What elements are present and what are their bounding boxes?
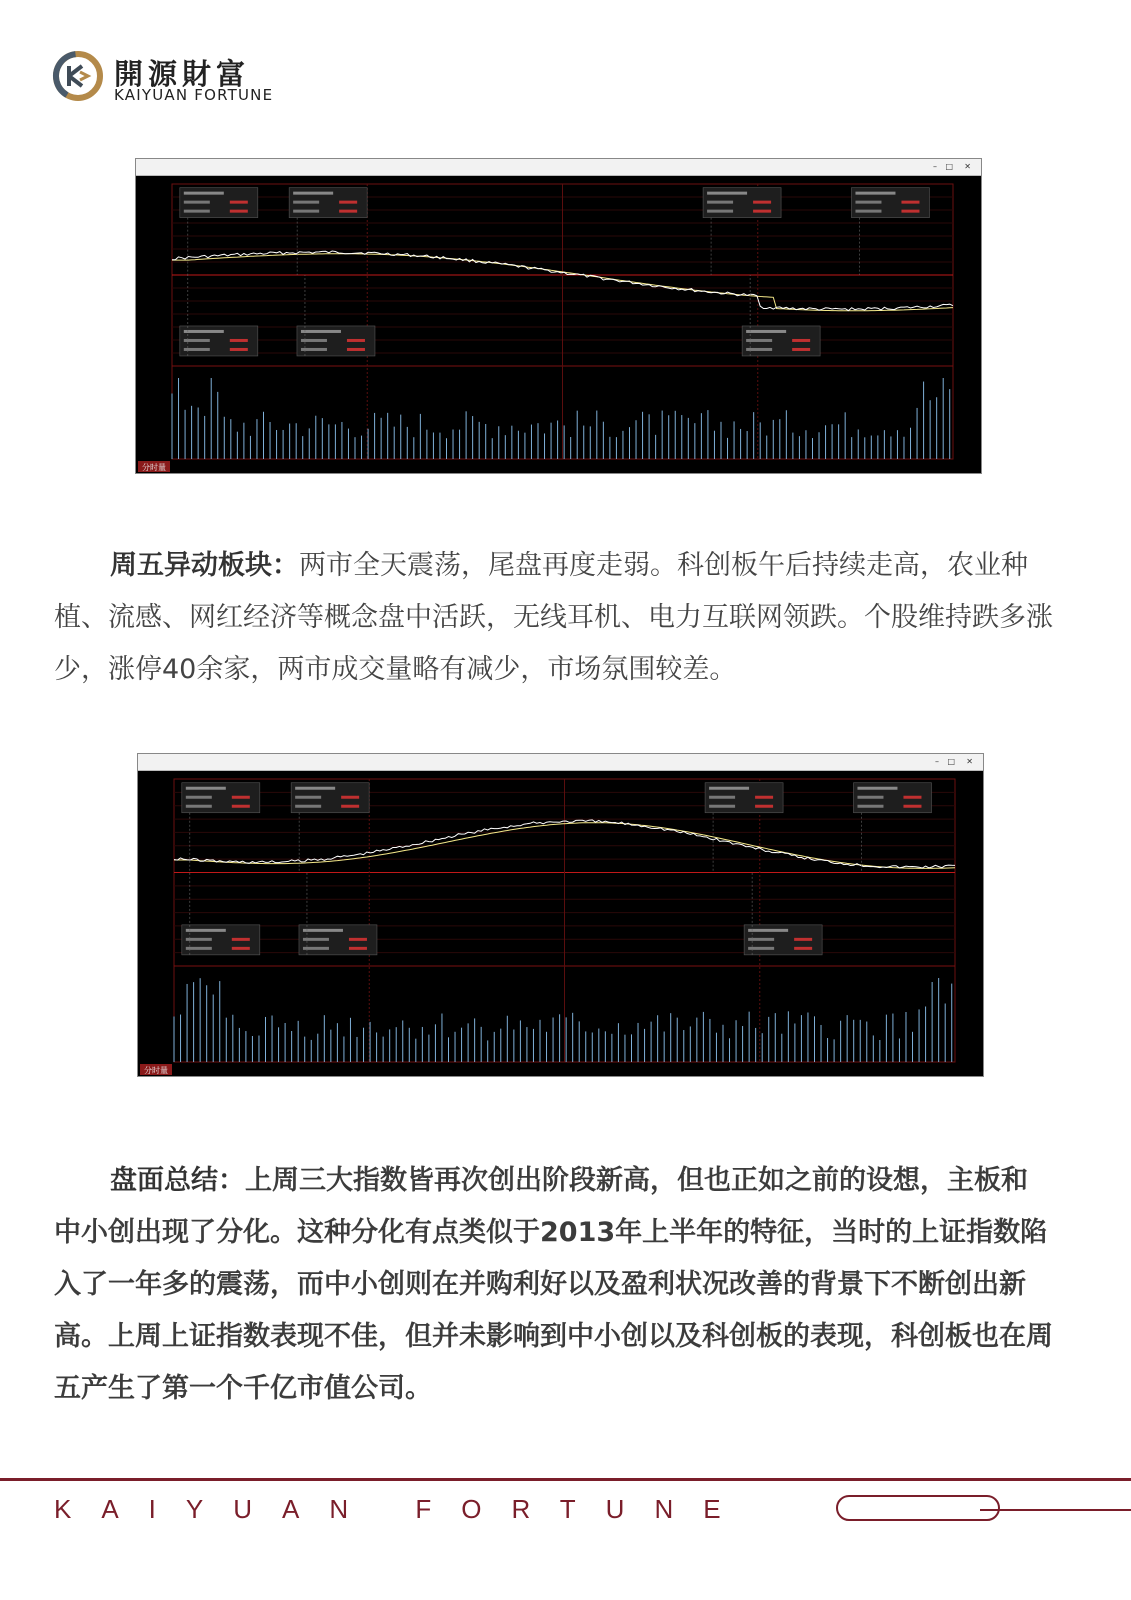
sector-info-text-placeholder xyxy=(855,201,881,204)
sector-info-text-placeholder xyxy=(707,192,747,195)
sector-info-text-placeholder xyxy=(301,330,341,333)
sector-info-text-placeholder xyxy=(230,210,248,213)
chart-title-bar xyxy=(136,159,981,176)
close-icon[interactable]: ✕ xyxy=(966,757,973,766)
intraday-chart-1 xyxy=(136,176,981,473)
sector-info-text-placeholder xyxy=(293,201,319,204)
sector-info-text-placeholder xyxy=(857,805,883,808)
sector-info-text-placeholder xyxy=(746,330,786,333)
sector-info-text-placeholder xyxy=(707,201,733,204)
footer-decoration xyxy=(836,1495,1000,1521)
sector-info-text-placeholder xyxy=(230,348,248,351)
footer-rule xyxy=(0,1478,1131,1481)
paragraph-lead: 盘面总结： xyxy=(110,1165,245,1196)
paragraph-market-summary xyxy=(54,1155,1054,1415)
sector-info-text-placeholder xyxy=(857,796,883,799)
logo-chinese-text: 開源財富 xyxy=(114,57,251,91)
sector-info-text-placeholder xyxy=(303,929,343,932)
sector-info-text-placeholder xyxy=(295,787,335,790)
intraday-chart-2 xyxy=(138,771,983,1076)
sector-info-text-placeholder xyxy=(339,201,357,204)
sector-info-text-placeholder xyxy=(903,796,921,799)
chart-tab-label: 分时量 xyxy=(144,1066,168,1075)
sector-info-text-placeholder xyxy=(755,805,773,808)
intraday-chart-window-2 xyxy=(137,753,984,1077)
sector-info-text-placeholder xyxy=(186,805,212,808)
sector-info-text-placeholder xyxy=(186,929,226,932)
sector-info-text-placeholder xyxy=(792,348,810,351)
sector-info-text-placeholder xyxy=(709,805,735,808)
chart-title-bar xyxy=(138,754,983,771)
sector-info-text-placeholder xyxy=(755,796,773,799)
sector-info-text-placeholder xyxy=(901,201,919,204)
intraday-chart-window-1 xyxy=(135,158,982,474)
paragraph-lead: 周五异动板块： xyxy=(110,550,299,581)
paragraph-body: 两市全天震荡，尾盘再度走弱。科创板午后持续走高，农业种植、流感、网红经济等概念盘中活跃，无线耳机、电力互联网领跌。个股维持跌多涨少，涨停40余家，两市成交量略有减少，市场氛围较差。 xyxy=(54,550,1053,685)
sector-info-text-placeholder xyxy=(184,192,224,195)
minimize-icon[interactable]: – xyxy=(935,757,939,766)
sector-info-text-placeholder xyxy=(341,805,359,808)
sector-info-text-placeholder xyxy=(794,938,812,941)
sector-info-text-placeholder xyxy=(753,210,771,213)
sector-info-text-placeholder xyxy=(186,796,212,799)
sector-info-text-placeholder xyxy=(903,805,921,808)
sector-info-text-placeholder xyxy=(184,210,210,213)
chart-tab-label: 分时量 xyxy=(142,463,166,472)
sector-info-text-placeholder xyxy=(707,210,733,213)
sector-info-text-placeholder xyxy=(293,192,333,195)
sector-info-text-placeholder xyxy=(232,947,250,950)
sector-info-text-placeholder xyxy=(753,201,771,204)
sector-info-text-placeholder xyxy=(339,210,357,213)
sector-info-text-placeholder xyxy=(748,929,788,932)
sector-info-text-placeholder xyxy=(232,938,250,941)
footer-decoration-line xyxy=(980,1509,1131,1511)
sector-info-text-placeholder xyxy=(349,938,367,941)
sector-info-text-placeholder xyxy=(347,348,365,351)
close-icon[interactable]: ✕ xyxy=(964,162,971,171)
footer-brand-text: KAIYUAN FORTUNE xyxy=(54,1494,751,1524)
sector-info-text-placeholder xyxy=(792,339,810,342)
sector-info-text-placeholder xyxy=(293,210,319,213)
sector-info-text-placeholder xyxy=(184,201,210,204)
maximize-icon[interactable]: □ xyxy=(947,757,955,766)
paragraph-friday-sectors xyxy=(54,540,1054,696)
minimize-icon[interactable]: – xyxy=(933,162,937,171)
sector-info-text-placeholder xyxy=(901,210,919,213)
sector-info-text-placeholder xyxy=(184,330,224,333)
sector-info-text-placeholder xyxy=(295,796,321,799)
sector-info-text-placeholder xyxy=(230,339,248,342)
sector-info-text-placeholder xyxy=(855,210,881,213)
logo-english-text: KAIYUAN FORTUNE xyxy=(114,86,274,104)
sector-info-text-placeholder xyxy=(232,796,250,799)
paragraph-body: 上周三大指数皆再次创出阶段新高，但也正如之前的设想，主板和中小创出现了分化。这种分化有点类似于2013年上半年的特征，当时的上证指数陷入了一年多的震荡，而中小创则在并购利好以及盈利状况改善的背景下不断创出新高。上周上证指数表现不佳，但并未影响到中小创以及科创板的表现，科创板也在周五产生了第一个千亿市值公司。 xyxy=(54,1165,1053,1404)
sector-info-text-placeholder xyxy=(230,201,248,204)
sector-info-text-placeholder xyxy=(295,805,321,808)
sector-info-text-placeholder xyxy=(855,192,895,195)
sector-info-text-placeholder xyxy=(709,787,749,790)
sector-info-text-placeholder xyxy=(349,947,367,950)
sector-info-text-placeholder xyxy=(709,796,735,799)
sector-info-text-placeholder xyxy=(232,805,250,808)
maximize-icon[interactable]: □ xyxy=(945,162,953,171)
sector-info-text-placeholder xyxy=(347,339,365,342)
sector-info-text-placeholder xyxy=(794,947,812,950)
sector-info-text-placeholder xyxy=(857,787,897,790)
sector-info-text-placeholder xyxy=(186,787,226,790)
sector-info-text-placeholder xyxy=(341,796,359,799)
logo-mark-icon xyxy=(52,50,104,102)
